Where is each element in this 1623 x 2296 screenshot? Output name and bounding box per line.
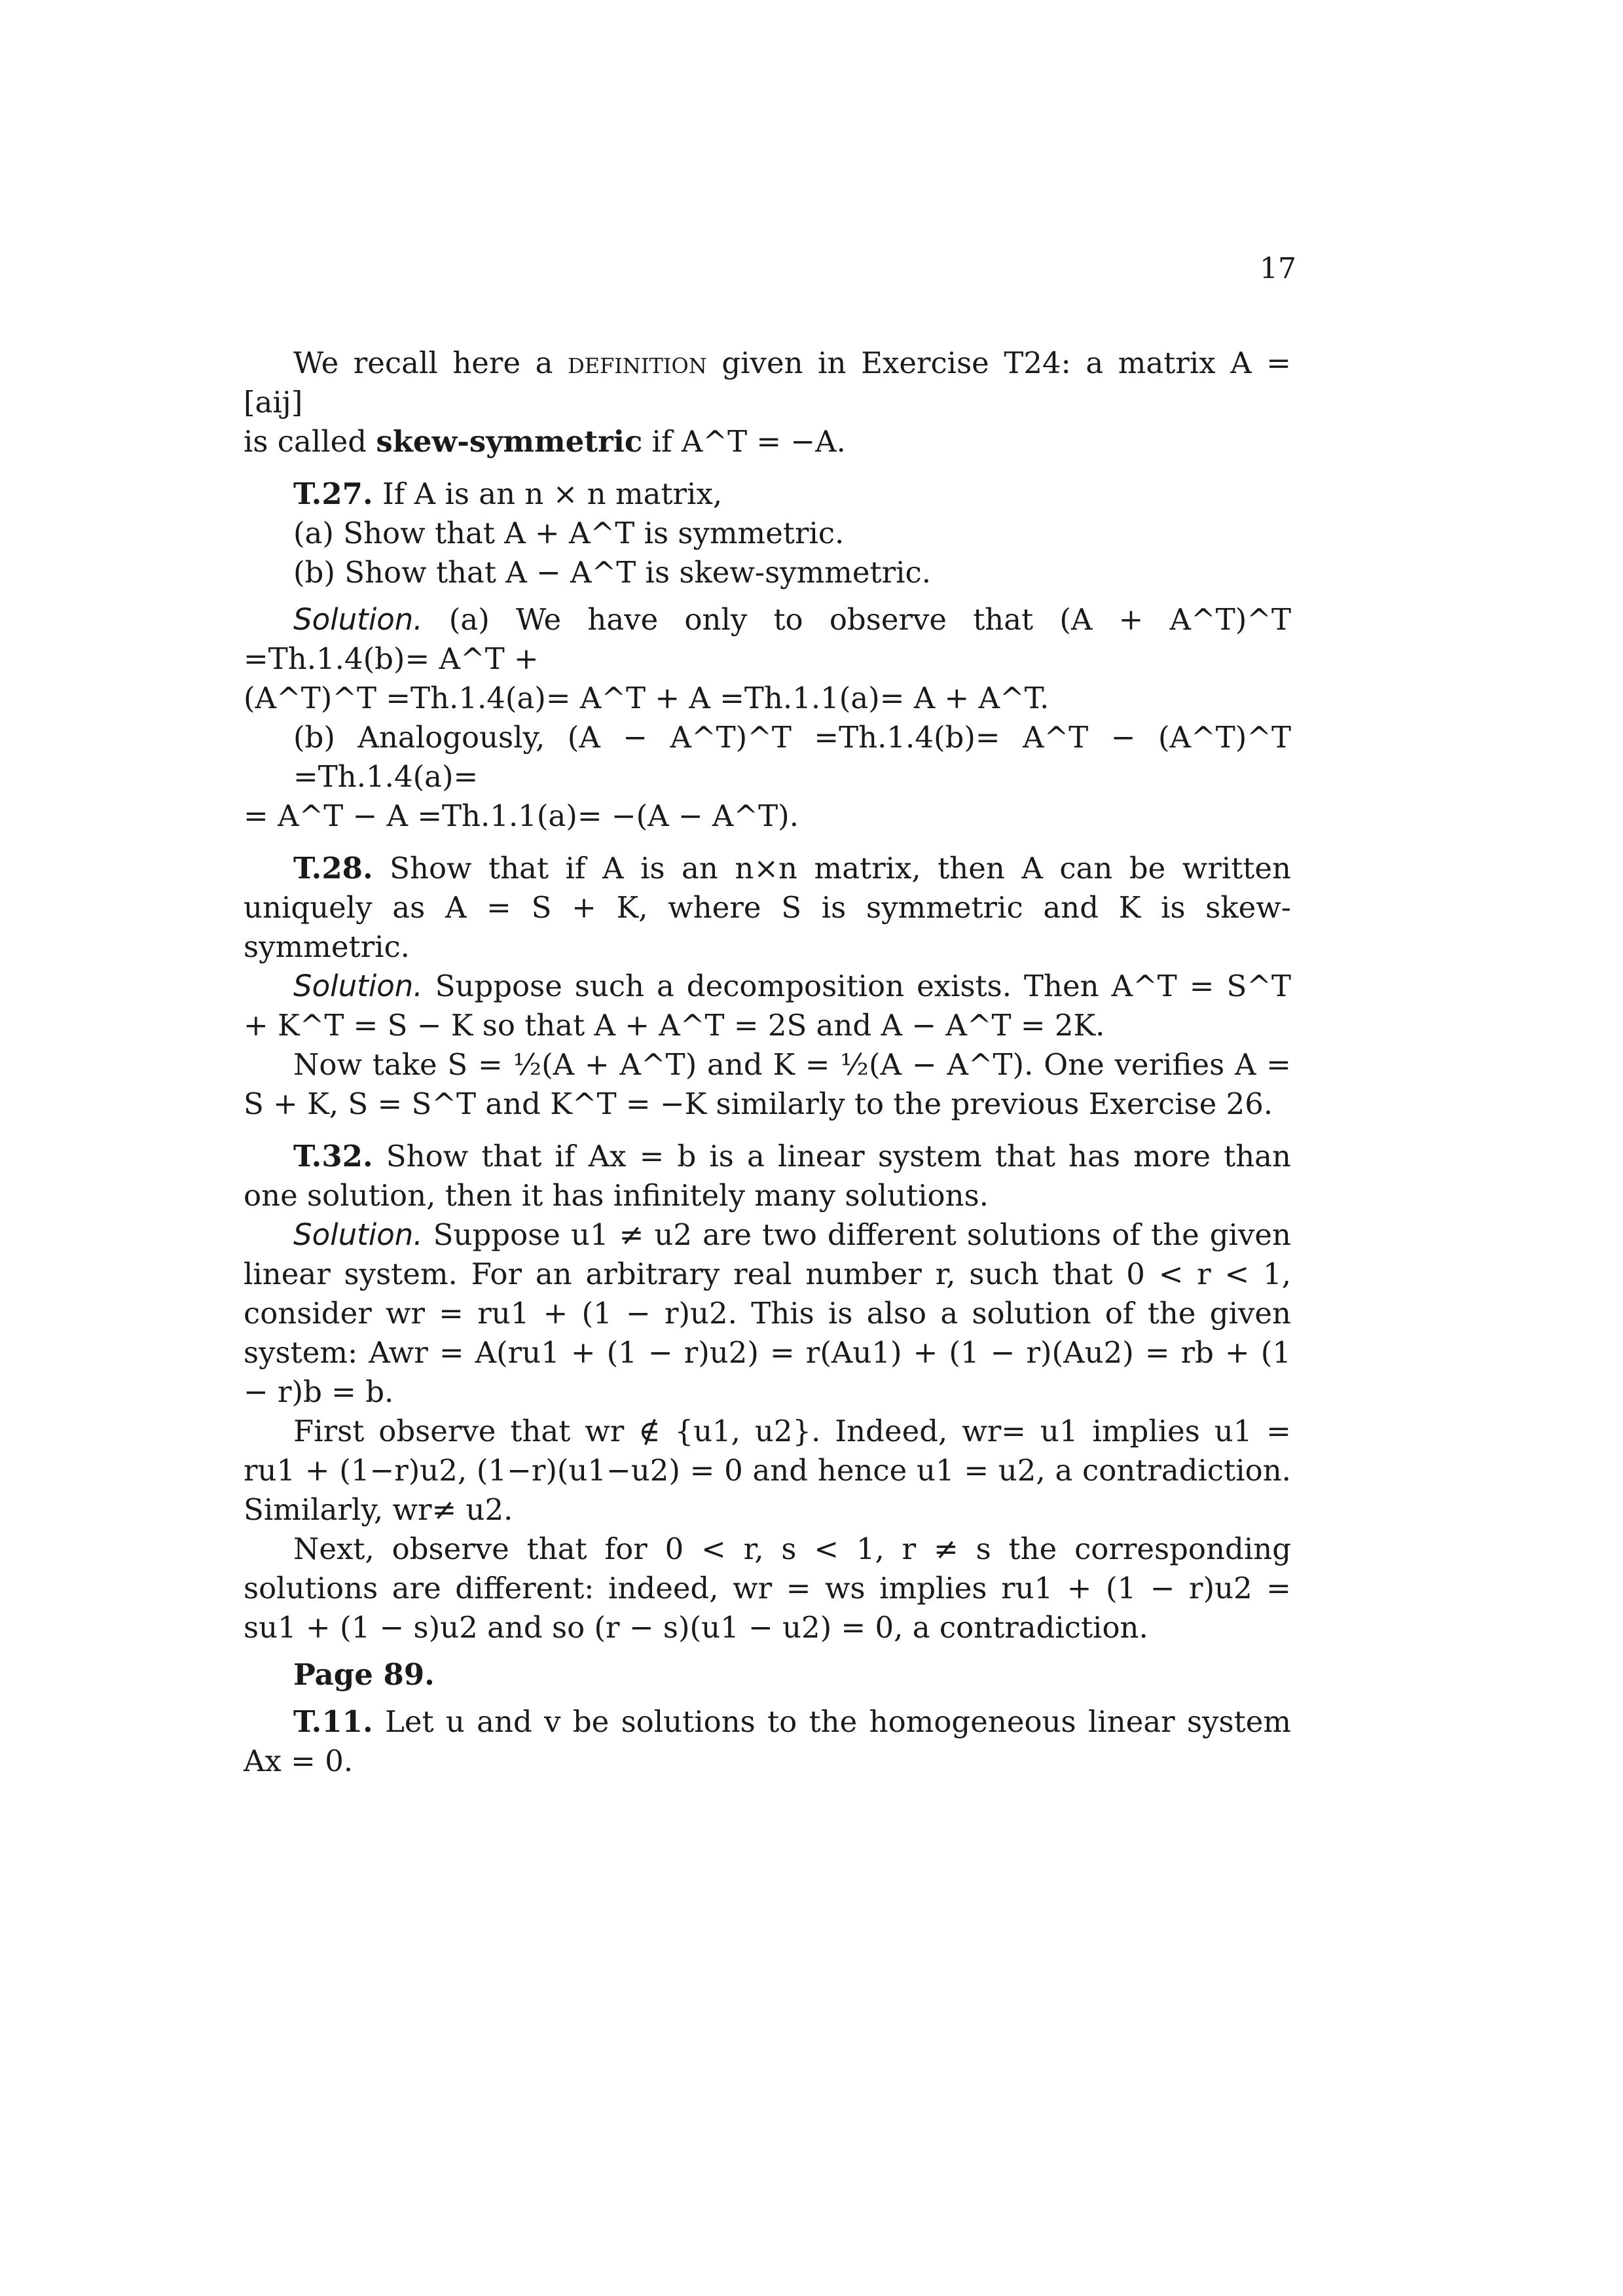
skew-symmetric-term: skew-symmetric	[376, 424, 643, 459]
exercise-t32	[244, 1137, 1291, 1647]
definition-term: definition	[568, 346, 707, 380]
t11-label: T.11.	[293, 1704, 373, 1739]
t11-statement	[244, 1702, 1291, 1781]
t27-sol-line2: (A^T)^T =Th.1.4(a)= A^T + A =Th.1.1(a)= A + A^T.	[244, 681, 1049, 715]
t28-text: Show that if A is an n×n matrix, then A can be written uniquely as A = S + K, where S is symmetric and K is skew-symmetric.	[244, 851, 1291, 964]
t28-statement	[244, 849, 1291, 967]
intro-paragraph	[244, 344, 1291, 461]
intro-line2: is called	[244, 424, 376, 459]
intro-text: We recall here a	[293, 346, 568, 380]
intro-line2-end: if A^T = −A.	[642, 424, 846, 459]
t27-statement	[244, 475, 1291, 514]
t28-solution	[244, 967, 1291, 1045]
exercise-t27	[244, 475, 1291, 836]
t28-sol-p2: Now take S = ½(A + A^T) and K = ½(A − A^T). One verifies A = S + K, S = S^T and K^T = −K similarly to the previous Exercise 26.	[244, 1047, 1291, 1121]
t27-part-b: (b) Show that A − A^T is skew-symmetric.	[293, 555, 932, 590]
t27-sol-line4: = A^T − A =Th.1.1(a)= −(A − A^T).	[244, 798, 799, 833]
t32-solution-label: Solution.	[293, 1217, 423, 1252]
t27-label: T.27.	[293, 476, 373, 511]
t27-part-a: (a) Show that A + A^T is symmetric.	[293, 516, 845, 550]
t27-text: If A is an n × n matrix,	[373, 476, 723, 511]
t32-sol-p3: Next, observe that for 0 < r, s < 1, r ≠ s the corresponding solutions are different: indeed, wr = ws implies ru1 + (1 − r)u2 = su1 + (1 − s)u2 and so (r − s)(u1 − u2) = 0, a contradiction.	[244, 1532, 1291, 1645]
t28-solution-label: Solution.	[293, 969, 423, 1003]
t32-sol-p1: Suppose u1 ≠ u2 are two different solutions of the given linear system. For an arbitrary real number r, such that 0 < r < 1, consider wr = ru1 + (1 − r)u2. This is also a solution of the given system: Awr = A(ru1 + (1 − r)u2) = r(Au1) + (1 − r)(Au2) = rb + (1 − r)b = b.	[244, 1217, 1291, 1409]
t28-label: T.28.	[293, 851, 373, 886]
t32-sol-p2: First observe that wr ∉ {u1, u2}. Indeed, wr= u1 implies u1 = ru1 + (1−r)u2, (1−r)(u1−u2) = 0 and hence u1 = u2, a contradiction. Similarly, wr≠ u2.	[244, 1414, 1291, 1527]
exercise-t28	[244, 849, 1291, 1124]
section-heading: Page 89.	[293, 1657, 435, 1692]
t27-solution	[244, 600, 1291, 679]
t32-label: T.32.	[293, 1139, 373, 1174]
page-number: 17	[1260, 252, 1296, 285]
t27-solution-label: Solution.	[293, 602, 423, 637]
t32-statement	[244, 1137, 1291, 1215]
t28-sol-p1: Suppose such a decomposition exists. Then A^T = S^T + K^T = S − K so that A + A^T = 2S and A − A^T = 2K.	[244, 969, 1291, 1043]
t11-text: Let u and v be solutions to the homogeneous linear system Ax = 0.	[244, 1704, 1291, 1778]
t32-solution	[244, 1215, 1291, 1412]
t27-sol-line1: (a) We have only to observe that (A + A^T)^T =Th.1.4(b)= A^T +	[244, 602, 1291, 676]
exercise-t11	[244, 1702, 1291, 1781]
t32-text: Show that if Ax = b is a linear system that has more than one solution, then it has infinitely many solutions.	[244, 1139, 1291, 1213]
t27-sol-line3: (b) Analogously, (A − A^T)^T =Th.1.4(b)= A^T − (A^T)^T =Th.1.4(a)=	[293, 720, 1291, 794]
page-body	[244, 344, 1291, 1781]
intro-text-cont: given in Exercise T24: a matrix A = [aij]	[244, 346, 1291, 420]
